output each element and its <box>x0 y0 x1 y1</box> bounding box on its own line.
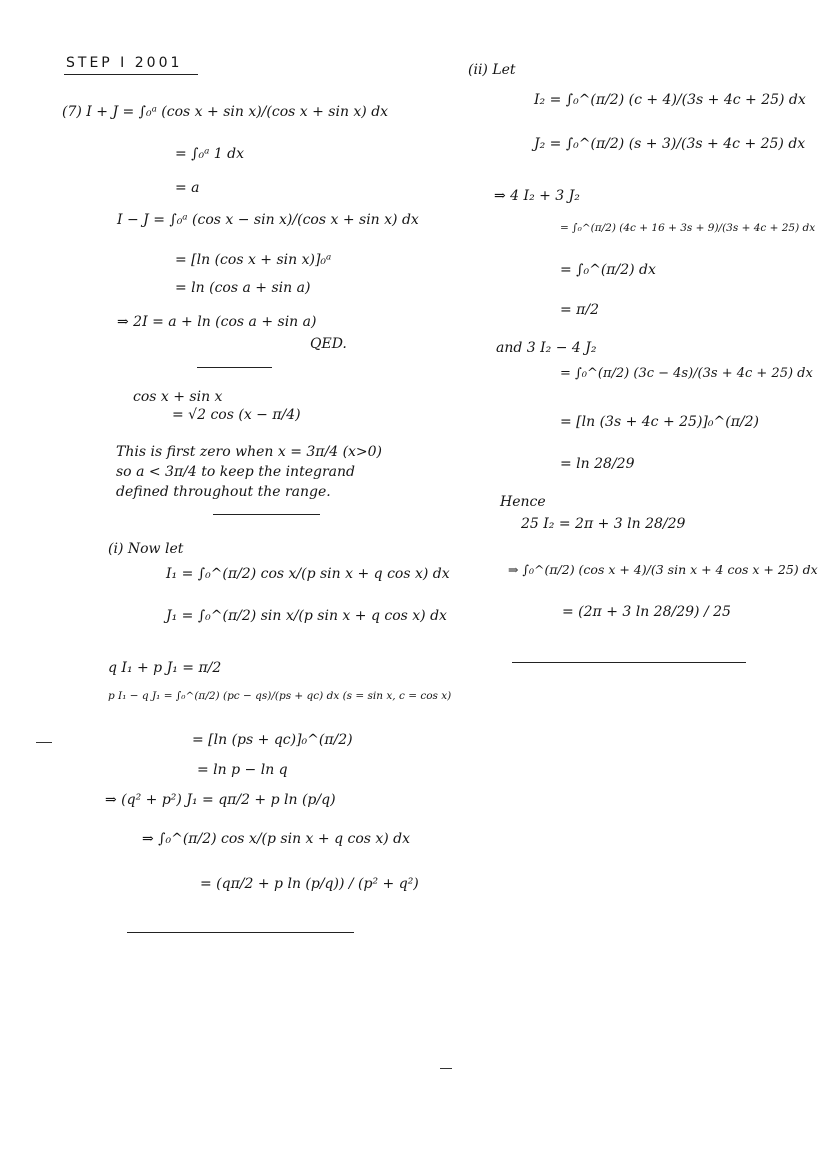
right-line: = ∫₀^(π/2) (4c + 16 + 3s + 9)/(3s + 4c + 25) dx <box>560 222 816 234</box>
title-underline <box>64 74 198 75</box>
section-divider <box>127 932 354 933</box>
left-line: = ∫₀ᵃ 1 dx <box>175 146 245 162</box>
left-line: defined throughout the range. <box>116 484 331 500</box>
right-line: = ln 28/29 <box>560 456 635 472</box>
left-line: cos x + sin x <box>133 389 223 405</box>
right-line: ⇒ ∫₀^(π/2) (cos x + 4)/(3 sin x + 4 cos x + 25) dx <box>508 562 818 577</box>
left-line: (7) I + J = ∫₀ᵃ (cos x + sin x)/(cos x + sin x) dx <box>62 104 389 120</box>
left-line: This is first zero when x = 3π/4 (x>0) <box>116 444 383 460</box>
left-line: q I₁ + p J₁ = π/2 <box>108 660 222 676</box>
left-line: (i) Now let <box>108 541 184 557</box>
right-line: = [ln (3s + 4c + 25)]₀^(π/2) <box>560 414 759 430</box>
left-line: so a < 3π/4 to keep the integrand <box>116 464 355 480</box>
left-line: = [ln (ps + qc)]₀^(π/2) <box>192 732 353 748</box>
right-line: I₂ = ∫₀^(π/2) (c + 4)/(3s + 4c + 25) dx <box>534 92 806 108</box>
section-divider <box>197 367 272 368</box>
scan-mark <box>36 742 52 743</box>
page-title: STEP I 2001 <box>66 55 183 71</box>
right-line: Hence <box>500 494 546 510</box>
left-line: ⇒ 2I = a + ln (cos a + sin a) <box>117 314 317 330</box>
right-line: and 3 I₂ − 4 J₂ <box>496 340 597 356</box>
right-line: 25 I₂ = 2π + 3 ln 28/29 <box>521 516 686 532</box>
section-divider <box>512 662 746 663</box>
right-line: = π/2 <box>560 302 600 318</box>
right-line: J₂ = ∫₀^(π/2) (s + 3)/(3s + 4c + 25) dx <box>534 136 806 152</box>
right-line: (ii) Let <box>468 62 516 78</box>
right-line: = (2π + 3 ln 28/29) / 25 <box>562 604 731 620</box>
left-line: p I₁ − q J₁ = ∫₀^(π/2) (pc − qs)/(ps + qc) dx (s = sin x, c = cos x) <box>108 690 452 702</box>
scan-mark <box>440 1068 452 1069</box>
section-divider <box>213 514 320 515</box>
left-line: = (qπ/2 + p ln (p/q)) / (p² + q²) <box>200 876 419 892</box>
left-line: J₁ = ∫₀^(π/2) sin x/(p sin x + q cos x) dx <box>166 608 447 624</box>
right-line: = ∫₀^(π/2) dx <box>560 262 656 278</box>
right-line: ⇒ 4 I₂ + 3 J₂ <box>494 188 580 204</box>
left-line: = a <box>175 180 200 196</box>
left-line: = [ln (cos x + sin x)]₀ᵃ <box>175 252 332 268</box>
left-line: = √2 cos (x − π/4) <box>172 407 301 423</box>
left-line: I − J = ∫₀ᵃ (cos x − sin x)/(cos x + sin x) dx <box>117 212 419 228</box>
left-line: QED. <box>310 336 347 352</box>
left-line: = ln p − ln q <box>197 762 288 778</box>
left-line: I₁ = ∫₀^(π/2) cos x/(p sin x + q cos x) dx <box>166 566 450 582</box>
right-line: = ∫₀^(π/2) (3c − 4s)/(3s + 4c + 25) dx <box>560 366 813 381</box>
left-line: ⇒ ∫₀^(π/2) cos x/(p sin x + q cos x) dx <box>142 831 411 847</box>
left-line: = ln (cos a + sin a) <box>175 280 311 296</box>
left-line: ⇒ (q² + p²) J₁ = qπ/2 + p ln (p/q) <box>105 792 336 808</box>
